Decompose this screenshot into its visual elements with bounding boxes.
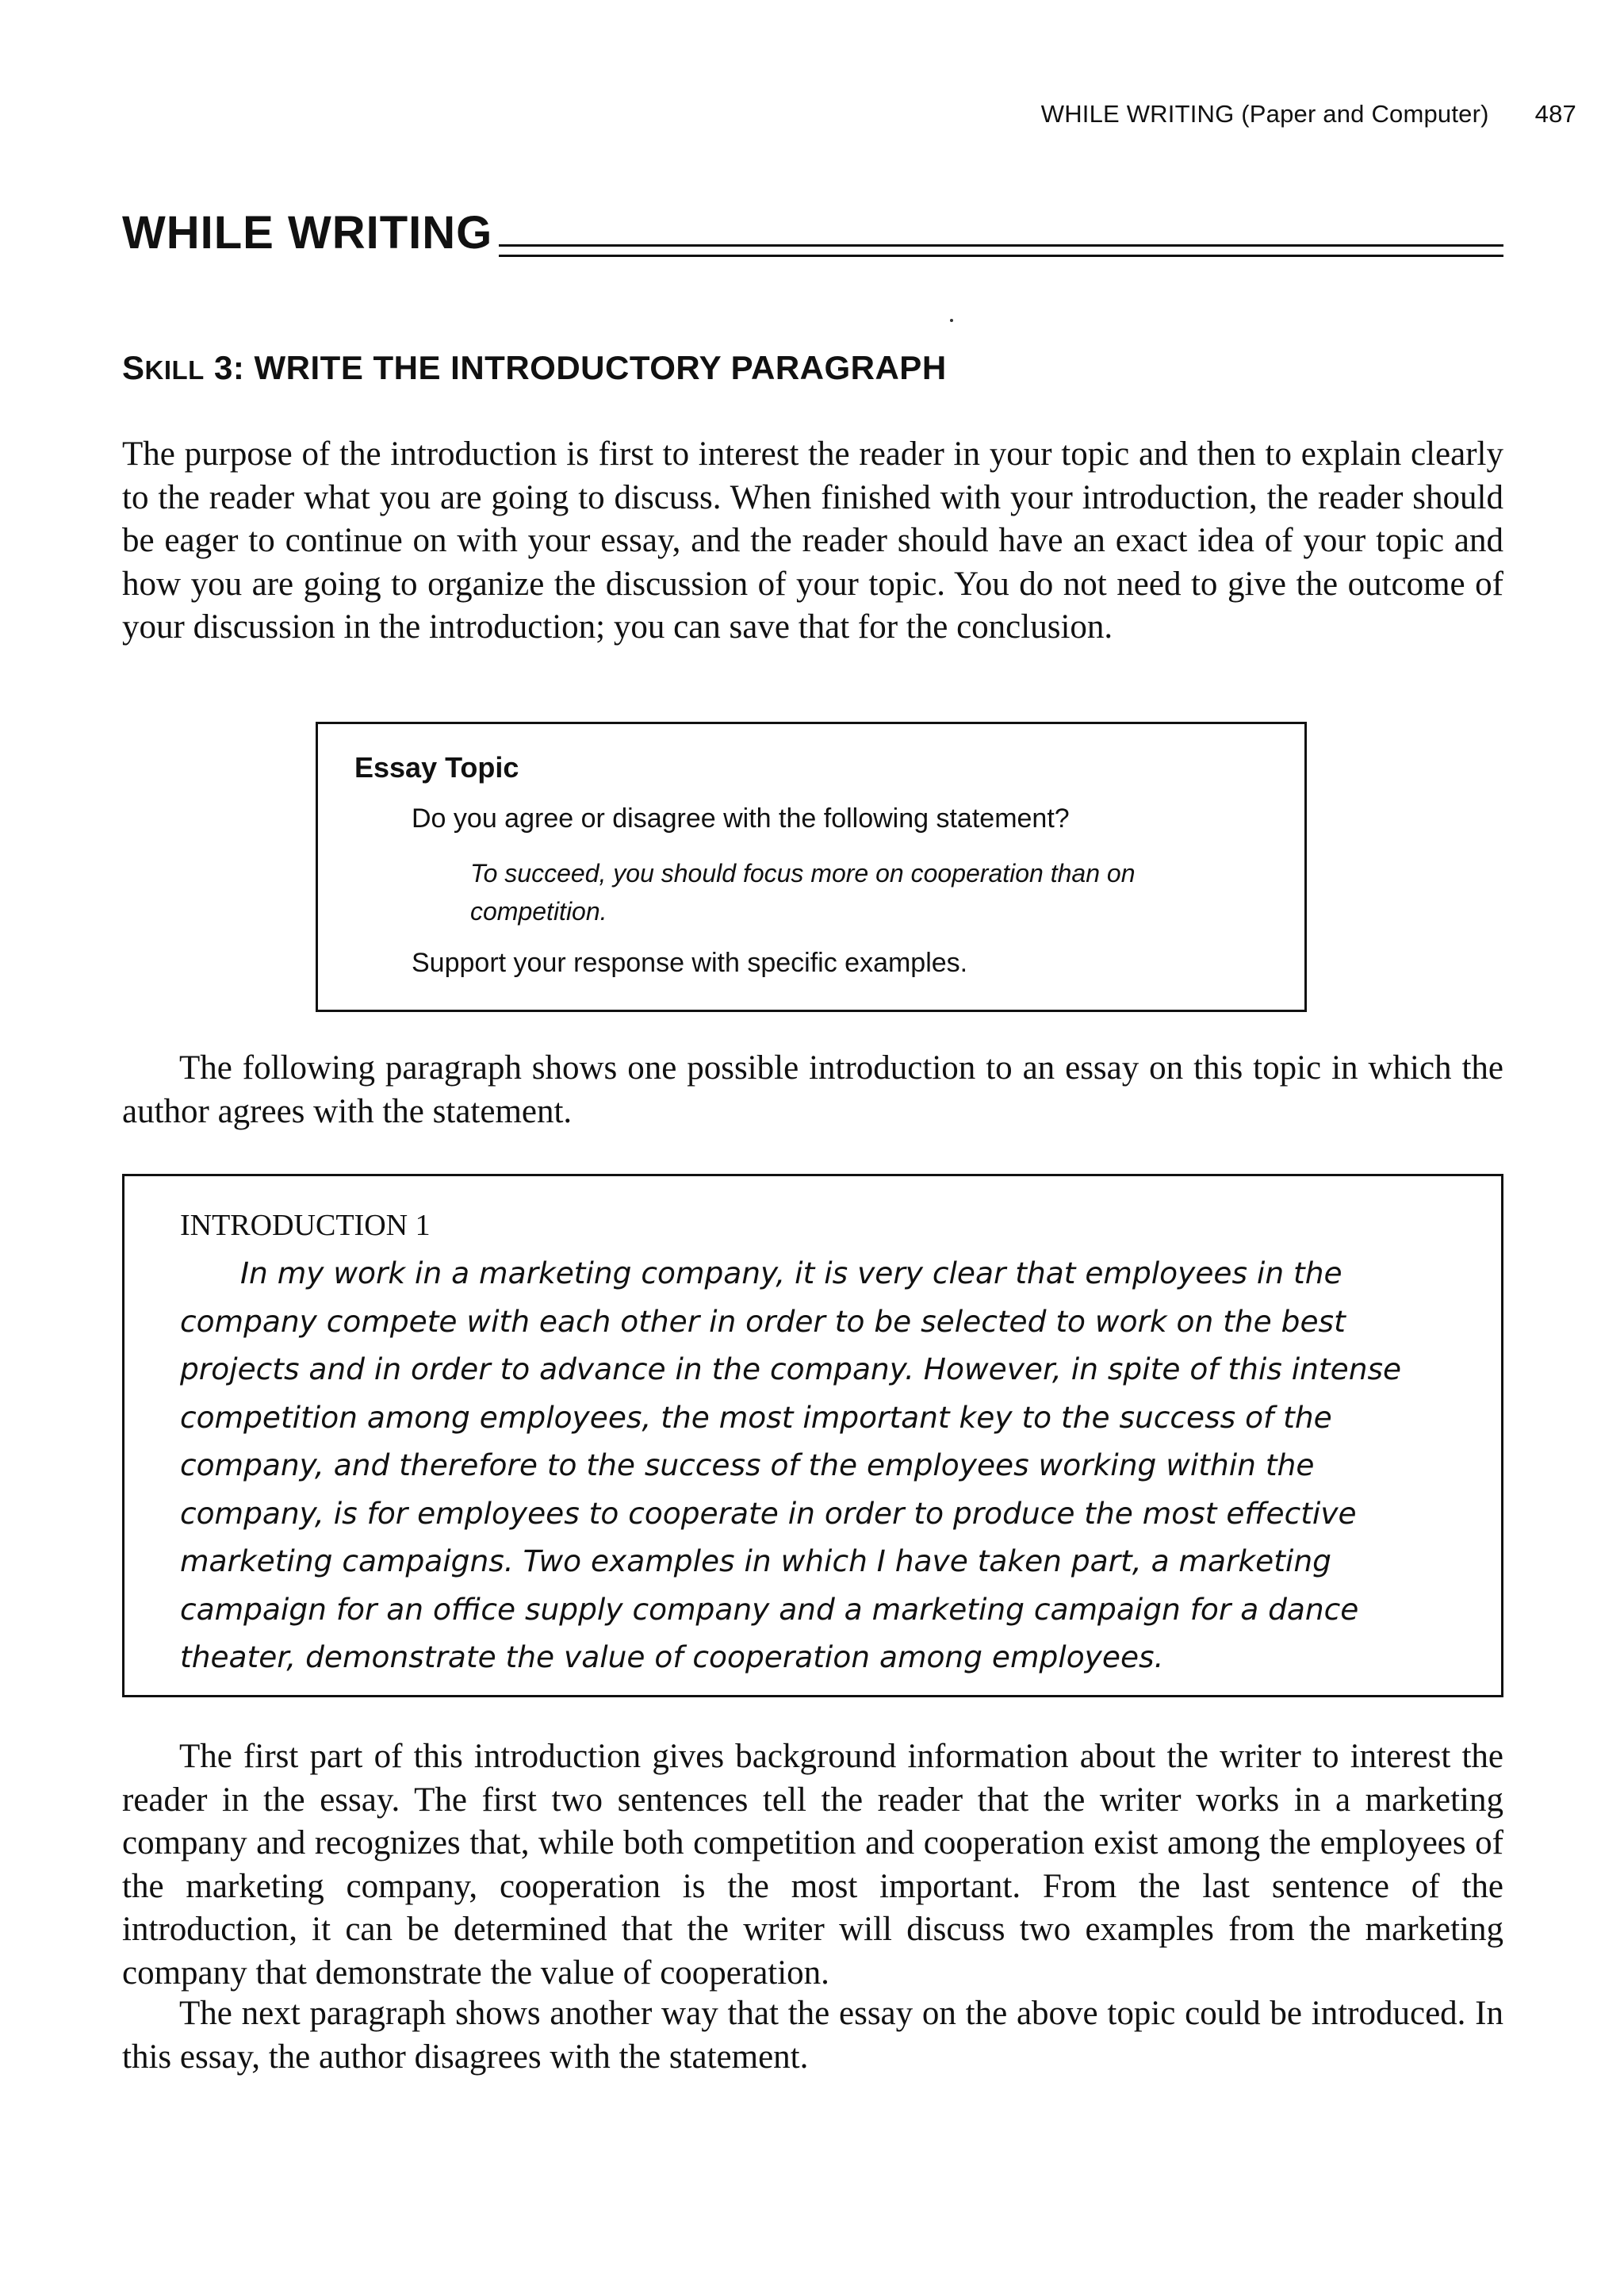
essay-topic-prompt: Do you agree or disagree with the following statement?: [412, 803, 1070, 834]
page-number: 487: [1534, 100, 1576, 128]
essay-topic-title: Essay Topic: [354, 751, 519, 784]
section-title: WHILE WRITING: [122, 207, 493, 259]
introduction-label: INTRODUCTION 1: [180, 1209, 431, 1242]
skill-title: WRITE THE INTRODUCTORY PARAGRAPH: [254, 349, 947, 386]
section-rule: [499, 244, 1503, 257]
skill-heading: [122, 347, 947, 391]
next-paragraph: The next paragraph shows another way that the essay on the above topic could be introduced. In this essay, the author disagrees with the statement.: [122, 1995, 1503, 2076]
skill-small-caps: KILL: [144, 355, 205, 385]
essay-topic-statement: To succeed, you should focus more on cooperation than on competition.: [470, 859, 1136, 926]
introduction-example-box: [122, 1174, 1503, 1697]
intro-paragraph: The purpose of the introduction is first to interest the reader in your topic and then to explain clearly to the reader what you are going to discuss. When finished with your introduction, the reader should be eager to continue on with your essay, and the reader should have an exact idea of your topic and how you are going to organize the discussion of your topic. You do not need to give the outcome of your discussion in the introduction; you can save that for the conclusion.: [122, 435, 1503, 646]
essay-topic-support: Support your response with specific examples.: [412, 948, 968, 978]
skill-number: 3:: [204, 349, 255, 386]
running-title: WHILE WRITING (Paper and Computer): [1040, 100, 1489, 128]
section-heading: [122, 208, 1503, 259]
introduction-text: In my work in a marketing company, it is very clear that employees in the company compete with each other in order to be selected to work on the best projects and in order to advance in the company. However, in spite of this intense competition among employees, the most important key to the success of the company, and therefore to the success of the employees working within the company, is for employees to cooperate in order to produce the most effective marketing campaigns. Two examples in which I have taken part, a marketing campaign for an office supply company and a marketing campaign for a dance theater, demonstrate the value of cooperation among employees.: [180, 1256, 1402, 1674]
print-speck: [950, 319, 953, 322]
running-header: [958, 100, 1576, 140]
analysis-paragraph: The first part of this introduction gives background information about the writer to interest the reader in the essay. The first two sentences tell the reader that the writer works in a marketing company and recognizes that, while both competition and cooperation exist among the employees of the marketing company, cooperation is the most important. From the last sentence of the introduction, it can be determined that the writer will discuss two examples from the marketing company that demonstrate the value of cooperation.: [122, 1738, 1503, 1992]
following-paragraph: The following paragraph shows one possible introduction to an essay on this topic in which the author agrees with the statement.: [122, 1049, 1503, 1130]
skill-initial: S: [122, 349, 145, 386]
essay-topic-box: [316, 722, 1307, 1012]
